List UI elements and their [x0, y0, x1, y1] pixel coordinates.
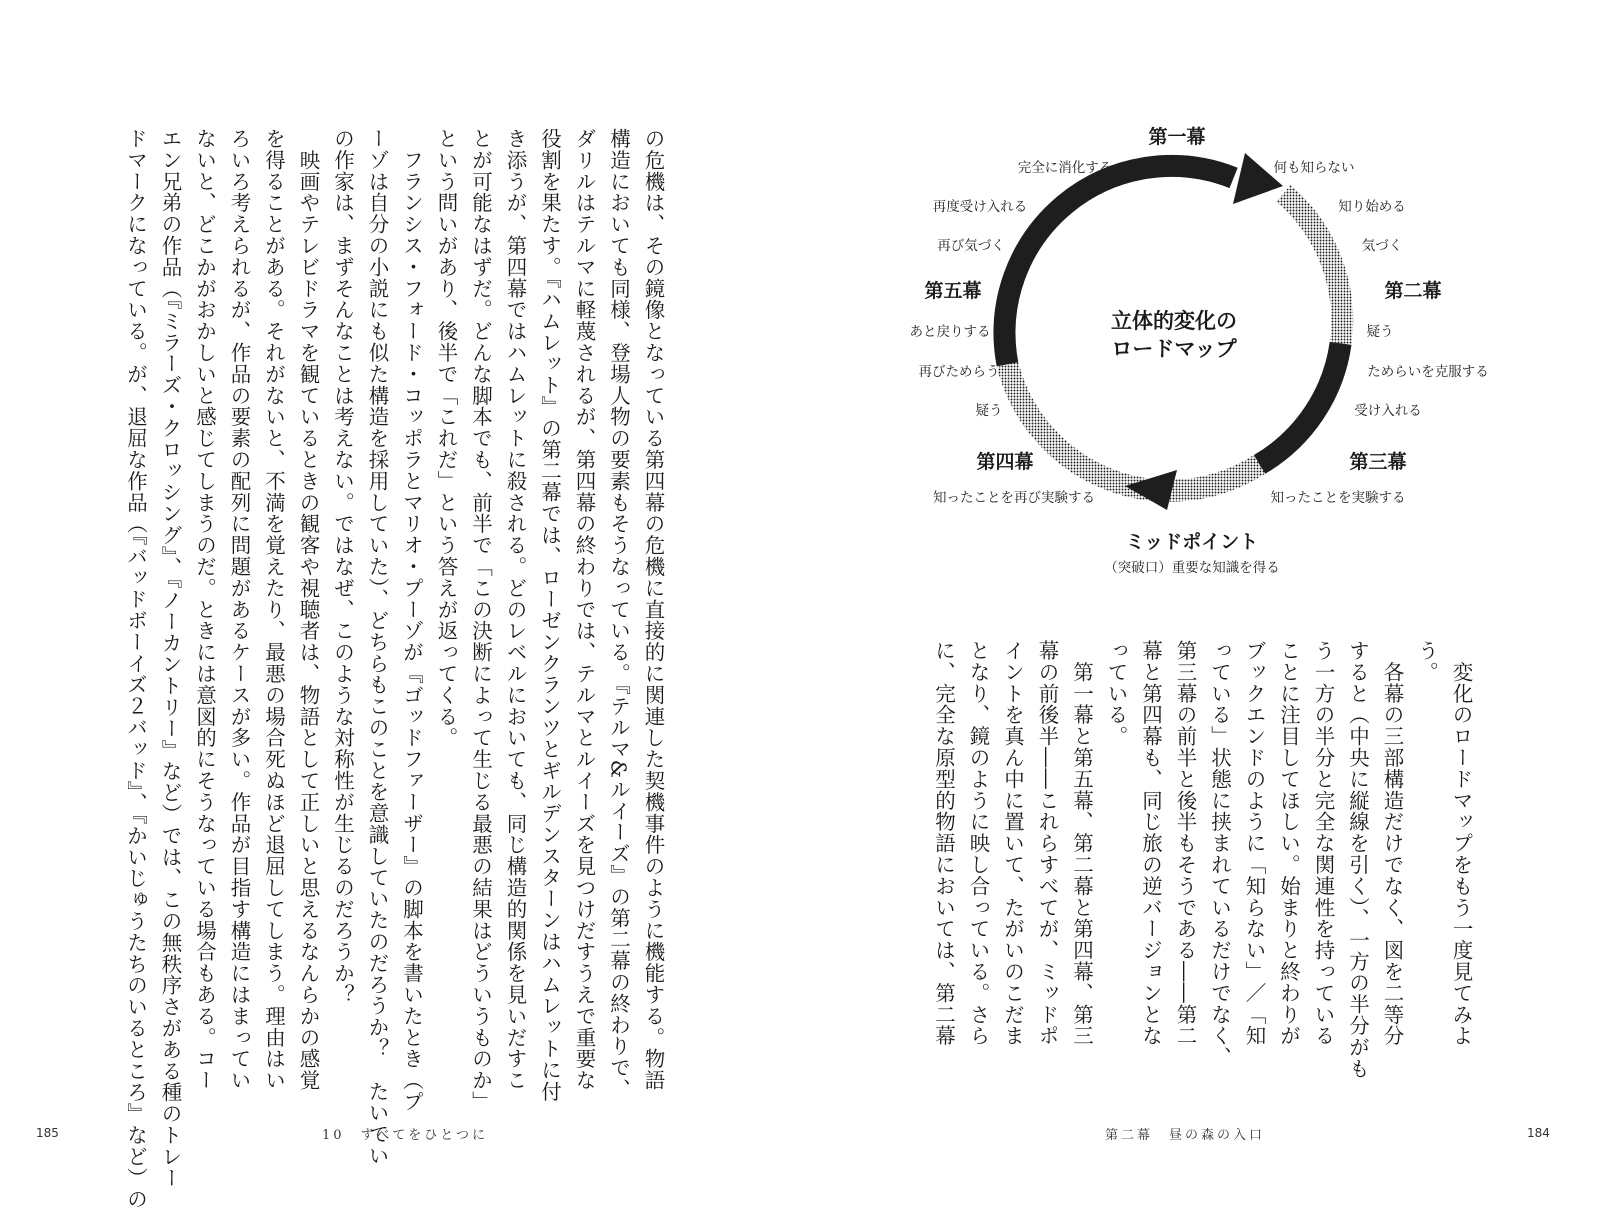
act4-label: 第四幕 [976, 451, 1034, 473]
left-body-line: 映画やテレビドラマを観ているときの観客や視聴者は、物語として正しいと思えるなんらかの感覚 [296, 128, 320, 1091]
ring-arc-right-dark [1259, 343, 1340, 464]
right-running-head: 第二幕 昼の森の入口 [1105, 1128, 1266, 1143]
right-body-line: となり、鏡のように映し合っている。さら [966, 640, 990, 1047]
right-body-line: っている」状態に挟まれているだけでなく、 [1207, 640, 1232, 1068]
stage-notices: 気づく [1361, 238, 1403, 254]
left-body-line: ーゾは自分の小説にも似た構造を採用していた）、どちらもこのことを意識していたのだろうか？ たいてい [365, 128, 389, 1167]
left-body-line: フランシス・フォード・コッポラとマリオ・プーゾが『ゴッドファーザー』の脚本を書いたとき（プ [399, 128, 424, 1113]
right-body-line: う一方の半分と完全な関連性を持っている [1311, 640, 1335, 1047]
right-body-line: ブックエンドのように「知らない」／「知 [1242, 640, 1266, 1047]
left-folio: 185 [36, 1126, 59, 1140]
right-body-line: 幕と第四幕も、同じ旅の逆バージョンとな [1138, 640, 1163, 1047]
left-running-head: 10 すべてをひとつに [322, 1128, 489, 1143]
left-body-line: 構造においても同様、登場人物の要素もそうなっている。『テルマ&ルイーズ』の第二幕の終わりで、 [606, 128, 631, 1100]
ring-arc-left-dark [1005, 166, 1234, 364]
act2-label: 第二幕 [1384, 280, 1442, 302]
right-body-line: すると（中央に縦線を引く）、一方の半分がも [1345, 640, 1370, 1080]
stage-backslides: あと戻りする [909, 324, 991, 340]
stage-doubts-right: 疑う [1366, 324, 1394, 340]
stage-knows-nothing: 何も知らない [1273, 160, 1355, 176]
stage-begins-to-know: 知り始める [1338, 199, 1406, 215]
midpoint-label: ミッドポイント [1125, 531, 1259, 553]
right-body-line: 幕の前後半――これらすべてが、ミッドポ [1035, 640, 1059, 1047]
act3-label: 第三幕 [1349, 451, 1407, 473]
left-body-line: ろいろ考えられるが、作品の要素の配列に問題があるケースが多い。作品が目指す構造にはまってい [227, 128, 251, 1091]
left-body-line: の作家は、まずそんなことは考えない。ではなぜ、このような対称性が生じるのだろうか？ [330, 128, 355, 1006]
left-body-line: き添うが、第四幕ではハムレットに殺される。どのレベルにおいても、同じ構造的関係を見いだすこ [503, 128, 527, 1091]
right-page [800, 0, 1600, 1185]
stage-hesitates-again: 再びためらう [918, 364, 1000, 380]
stage-experiments-again: 知ったことを再び実験する [933, 490, 1095, 506]
stage-accepts: 受け入れる [1354, 403, 1422, 419]
left-body-line: とが可能なはずだ。どんな脚本でも、前半で「この決断によって生じる最悪の結果はどういうものか」 [468, 128, 493, 1113]
left-body-line: ダリルはテルマに軽蔑されるが、第四幕の終わりでは、テルマとルイーズを見つけだすうえで重要な [572, 128, 596, 1091]
right-body-text [926, 640, 1478, 1080]
left-body-line: エン兄弟の作品（『ミラーズ・クロッシング』、『ノーカントリー』など）では、この無秩序さがある種のトレー [158, 128, 182, 1189]
stage-overcomes-hesitation: ためらいを克服する [1367, 364, 1489, 380]
stage-accepts-again: 再度受け入れる [932, 199, 1028, 215]
right-body-line: う。 [1414, 640, 1439, 683]
left-body-line: 役割を果たす。『ハムレット』の第二幕では、ローゼンクランツとギルデンスターンはハムレットに付 [537, 128, 562, 1103]
right-body-line: に、完全な原型的物語においては、第二幕 [931, 640, 956, 1047]
stage-experiments: 知ったことを実験する [1270, 490, 1406, 506]
ring-arc-right-dotted [1284, 194, 1343, 344]
right-body-line: 変化のロードマップをもう一度見てみよ [1449, 640, 1473, 1047]
left-body-line: ドマークになっている。が、退屈な作品（『バッドボーイズ２バッド』、『かいじゅうたちのいるところ』など）の [123, 128, 148, 1210]
center-title-line2: ロードマップ [1111, 337, 1237, 361]
left-body-line: という問いがあり、後半で「これだ」という答えが返ってくる。 [434, 128, 458, 749]
left-body-line: を得ることがある。それがないと、不満を覚えたり、最悪の場合死ぬほど退屈してしまう。理由はい [261, 128, 286, 1091]
stage-fully-digests: 完全に消化する [1017, 160, 1113, 176]
right-body-line: 第一幕と第五幕、第二幕と第四幕、第三 [1069, 640, 1094, 1047]
left-body-line: の危機は、その鏡像となっている第四幕の危機に直接的に関連した契機事件のように機能する。物語 [641, 128, 665, 1091]
roadmap-diagram [905, 110, 1505, 590]
right-body-line: っている。 [1104, 640, 1128, 747]
right-body-line: 第三幕の前半と後半もそうである――第二 [1173, 640, 1197, 1047]
act5-label: 第五幕 [924, 280, 982, 302]
right-body-line: ことに注目してほしい。始まりと終わりが [1276, 640, 1301, 1047]
center-title-line1: 立体的変化の [1111, 309, 1237, 333]
left-body-line: ないと、どこかがおかしいと感じてしまうのだ。ときには意図的にそうなっている場合もある。コー [192, 128, 217, 1091]
right-body-line: 各幕の三部構造だけでなく、図を二等分 [1380, 640, 1404, 1047]
midpoint-sublabel: （突破口）重要な知識を得る [1104, 560, 1280, 576]
ring-arc-left-dotted [1008, 364, 1260, 490]
stage-notices-again: 再び気づく [937, 238, 1005, 254]
stage-doubts-left: 疑う [975, 403, 1003, 419]
right-folio: 184 [1527, 1126, 1550, 1140]
right-body-line: イントを真ん中に置いて、たがいのこだま [1000, 640, 1025, 1047]
act1-label: 第一幕 [1148, 126, 1206, 148]
